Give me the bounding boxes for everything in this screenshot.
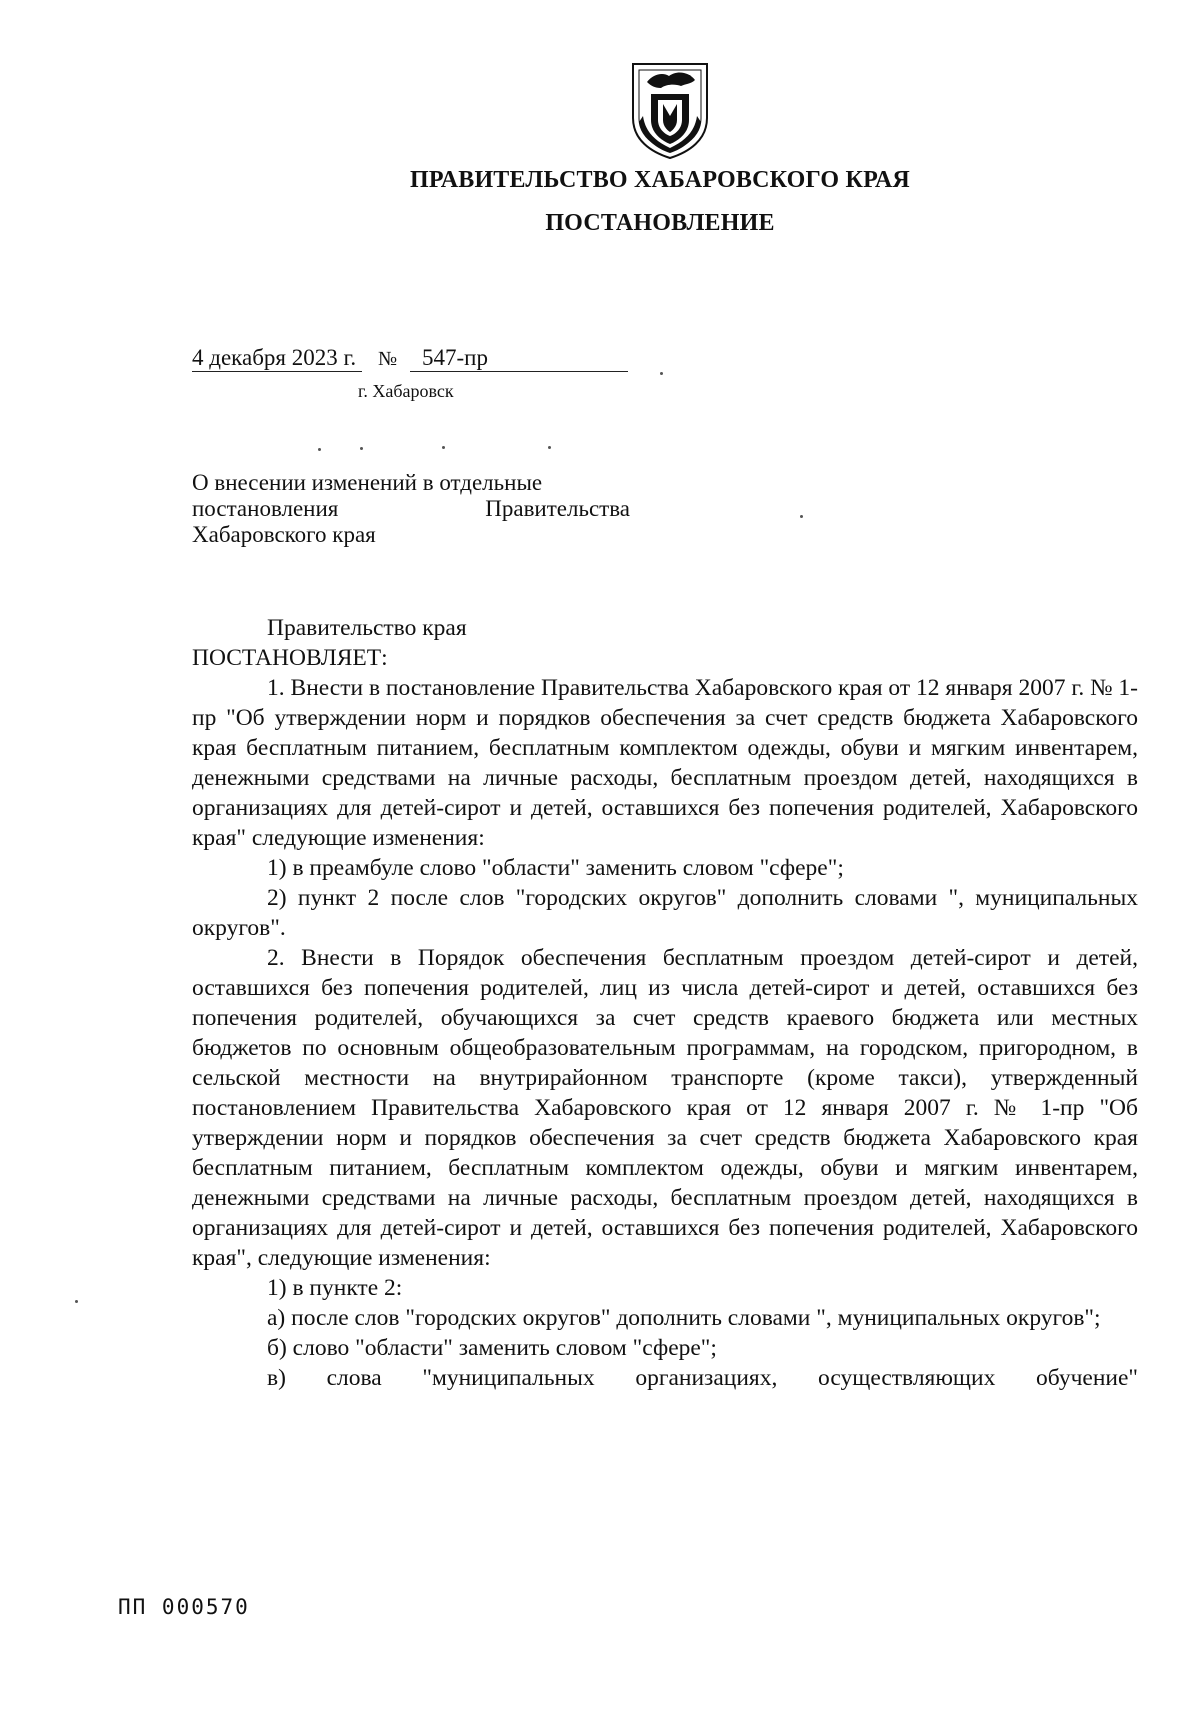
paragraph-1-item-2: 2) пункт 2 после слов "городских округов" дополнить словами ", муниципальных округов". [192, 885, 1138, 941]
scan-speck [800, 515, 803, 518]
paragraph-2-item-1a: а) после слов "городских округов" дополнить словами ", муниципальных округов"; [267, 1305, 1101, 1331]
city-label: г. Хабаровск [358, 381, 454, 401]
document-date: 4 декабря 2023 г. [192, 345, 362, 372]
subject-line-3: Хабаровского края [192, 522, 376, 547]
document-number: 547-пр [410, 345, 628, 372]
organization-title: ПРАВИТЕЛЬСТВО ХАБАРОВСКОГО КРАЯ [410, 167, 910, 193]
subject-line-2 [192, 496, 630, 522]
scan-speck [318, 448, 321, 451]
scan-speck [548, 446, 551, 449]
scan-speck [75, 1300, 78, 1303]
form-code: ПП 000570 [118, 1595, 250, 1619]
preamble-line-2: ПОСТАНОВЛЯЕТ: [192, 645, 388, 671]
subject-line-2-left: постановления [192, 496, 339, 521]
subject-line-2-right: Правительства [485, 496, 630, 521]
paragraph-2: 2. Внести в Порядок обеспечения бесплатным проездом детей-сирот и детей, оставшихся без попечения родителей, лиц из числа детей-сирот и детей, оставшихся без попечения родителей, обучающихся за счет средств краевого бюджета или местных бюджетов по основным общеобразовательным программам, на городском, пригородном, в сельской местности на внутрирайонном транспорте (кроме такси), утвержденный постановлением Правительства Хабаровского края от 12 января 2007 г. № 1-пр "Об утверждении норм и порядков обеспечения за счет средств бюджета Хабаровского края бесплатным питанием, бесплатным комплектом одежды, обуви и мягким инвентарем, денежными средствами на личные расходы, бесплатным проездом детей, находящихся в организациях для детей-сирот и детей, оставшихся без попечения родителей, Хабаровского края", следующие изменения: [192, 945, 1138, 1271]
date-number-line [192, 345, 632, 375]
scan-speck [660, 372, 663, 375]
paragraph-2-item-1: 1) в пункте 2: [267, 1275, 403, 1301]
scan-speck [360, 447, 363, 450]
document-subject [192, 470, 630, 548]
paragraph-2-item-1c: в) слова "муниципальных организациях, осуществляющих обучение" [267, 1365, 1138, 1391]
paragraph-2-item-1b: б) слово "области" заменить словом "сфере"; [267, 1335, 717, 1361]
paragraph-1: 1. Внести в постановление Правительства Хабаровского края от 12 января 2007 г. № 1-пр "Об утверждении норм и порядков обеспечения за счет средств бюджета Хабаровского края бесплатным питанием, бесплатным комплектом одежды, обуви и мягким инвентарем, денежными средствами на личные расходы, бесплатным проездом детей, находящихся в организациях для детей-сирот и детей, оставшихся без попечения родителей, Хабаровского края" следующие изменения: [192, 675, 1138, 851]
paragraph-1-item-1: 1) в преамбуле слово "области" заменить словом "сфере"; [267, 855, 844, 881]
document-type-title: ПОСТАНОВЛЕНИЕ [545, 210, 775, 236]
number-sign: № [378, 348, 398, 370]
coat-of-arms-icon [625, 60, 715, 160]
document-body [192, 613, 1138, 1393]
subject-line-1: О внесении изменений в отдельные [192, 470, 543, 495]
scan-speck [442, 446, 445, 449]
preamble-line-1: Правительство края [267, 615, 467, 641]
